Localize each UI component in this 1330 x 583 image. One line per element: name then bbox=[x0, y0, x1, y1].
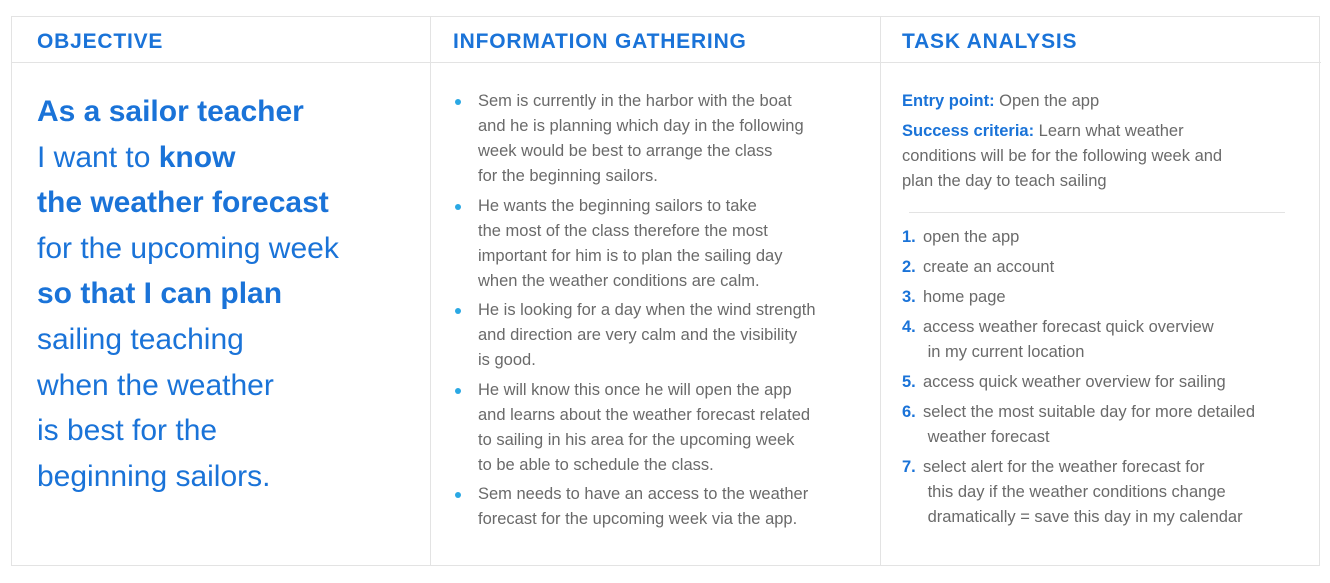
bullet-text-line: and learns about the weather forecast related bbox=[478, 405, 811, 424]
task-step bbox=[902, 225, 1317, 250]
bullet-text-line: to sailing in his area for the upcoming week bbox=[478, 430, 795, 449]
entry-point-label: Entry point: bbox=[902, 92, 995, 110]
step-number: 6. bbox=[902, 403, 916, 421]
step-number: 7. bbox=[902, 458, 916, 476]
bullet-text-line: Sem needs to have an access to the weather bbox=[478, 485, 809, 503]
information-gathering-header: INFORMATION GATHERING bbox=[453, 30, 747, 53]
bullet-text-line: He wants the beginning sailors to take bbox=[478, 196, 757, 215]
step-text: access weather forecast quick overview in my current location bbox=[923, 318, 1214, 361]
bullet-text-line: and he is planning which day in the following bbox=[478, 117, 804, 135]
info-bullet bbox=[453, 482, 873, 532]
info-bullet bbox=[453, 378, 873, 478]
task-steps-list bbox=[902, 225, 1317, 535]
bullet-text-line: to be able to schedule the class. bbox=[478, 455, 714, 474]
header-divider bbox=[881, 62, 1321, 63]
information-gathering-column bbox=[430, 17, 880, 565]
bullet-text-line: important for him is to plan the sailing day bbox=[478, 246, 783, 265]
story-line: is best for the bbox=[37, 414, 218, 448]
info-bullet bbox=[453, 194, 873, 294]
success-criteria-label: Success criteria: bbox=[902, 122, 1035, 140]
task-analysis-header: TASK ANALYSIS bbox=[902, 30, 1078, 53]
entry-point bbox=[902, 89, 1302, 114]
step-text: home page bbox=[923, 288, 1006, 306]
header-divider bbox=[12, 62, 430, 63]
bullet-text-line: week would be best to arrange the class bbox=[478, 142, 773, 160]
task-analysis-column bbox=[880, 17, 1321, 565]
information-bullet-list bbox=[453, 89, 873, 537]
task-step bbox=[902, 455, 1317, 530]
success-criteria: Success criteria: Learn what weather conditions will be for the following week and plan the day to teach sailing bbox=[902, 122, 1223, 190]
task-step bbox=[902, 315, 1317, 365]
user-story-board bbox=[11, 16, 1320, 566]
bullet-text-line: is good. bbox=[478, 351, 536, 369]
story-line: As a sailor teacher bbox=[37, 95, 304, 128]
task-meta bbox=[902, 89, 1302, 199]
bullet-text-line: the most of the class therefore the most bbox=[478, 221, 768, 240]
bullet-dot-icon bbox=[455, 204, 461, 210]
task-step bbox=[902, 370, 1317, 395]
user-story-statement bbox=[37, 89, 339, 499]
task-step bbox=[902, 400, 1317, 450]
story-line: when the weather bbox=[37, 368, 274, 402]
bullet-text-line: Sem is currently in the harbor with the boat bbox=[478, 92, 792, 110]
task-step bbox=[902, 285, 1317, 310]
objective-header: OBJECTIVE bbox=[37, 30, 164, 53]
task-step bbox=[902, 255, 1317, 280]
bullet-text-line: for the beginning sailors. bbox=[478, 167, 658, 185]
bullet-text-line: He will know this once he will open the app bbox=[478, 380, 792, 399]
step-number: 3. bbox=[902, 288, 916, 306]
story-line: the weather forecast bbox=[37, 186, 329, 220]
bullet-text-line: when the weather conditions are calm. bbox=[478, 271, 760, 290]
story-line: sailing teaching bbox=[37, 322, 244, 356]
step-text: select the most suitable day for more detailed weather forecast bbox=[923, 403, 1256, 446]
header-divider bbox=[431, 62, 880, 63]
info-bullet bbox=[453, 89, 873, 189]
step-text: access quick weather overview for sailing bbox=[923, 373, 1226, 391]
story-line: I want to know bbox=[37, 140, 236, 174]
story-line: for the upcoming week bbox=[37, 231, 339, 265]
bullet-text-line: forecast for the upcoming week via the app. bbox=[478, 510, 798, 528]
info-bullet bbox=[453, 298, 873, 373]
step-number: 1. bbox=[902, 228, 916, 246]
entry-point-value: Open the app bbox=[994, 92, 1100, 110]
section-divider bbox=[909, 212, 1285, 213]
bullet-dot-icon bbox=[455, 388, 461, 394]
bullet-text-line: He is looking for a day when the wind strength bbox=[478, 301, 816, 319]
bullet-dot-icon bbox=[455, 308, 461, 314]
bullet-dot-icon bbox=[455, 99, 461, 105]
step-number: 5. bbox=[902, 373, 916, 391]
step-number: 2. bbox=[902, 258, 916, 276]
objective-column bbox=[12, 17, 430, 565]
story-line: beginning sailors. bbox=[37, 459, 271, 493]
bullet-text-line: and direction are very calm and the visibility bbox=[478, 326, 798, 344]
step-text: open the app bbox=[923, 228, 1020, 246]
step-text: create an account bbox=[923, 258, 1055, 276]
step-text: select alert for the weather forecast for this day if the weather conditions change dramatically = save this day in my calendar bbox=[923, 458, 1243, 526]
step-number: 4. bbox=[902, 318, 916, 336]
story-line: so that I can plan bbox=[37, 277, 283, 311]
bullet-dot-icon bbox=[455, 492, 461, 498]
